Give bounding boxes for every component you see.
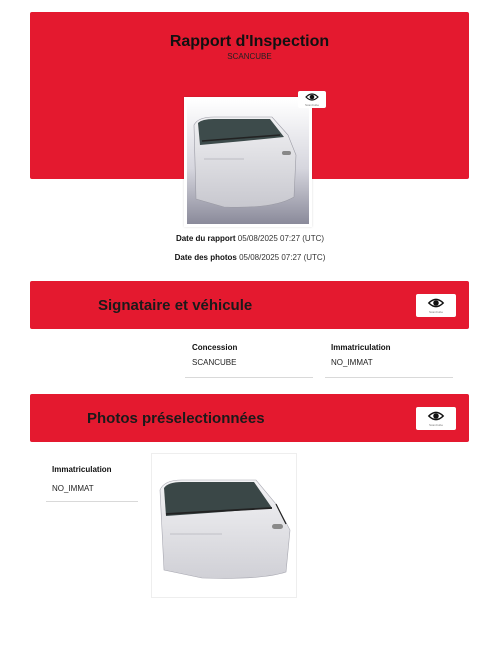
hero-door-photo bbox=[184, 97, 312, 227]
photos-date-label: Date des photos bbox=[174, 253, 237, 262]
photos-date-value: 05/08/2025 07:27 (UTC) bbox=[239, 253, 326, 262]
report-title: Rapport d'Inspection bbox=[169, 33, 330, 50]
photos-date-line bbox=[0, 253, 500, 262]
concession-divider bbox=[185, 377, 313, 378]
report-subtitle: SCANCUBE bbox=[227, 52, 272, 61]
scancube-eye-icon bbox=[305, 92, 319, 102]
section-signataire-banner bbox=[30, 281, 469, 329]
car-door-image bbox=[152, 454, 296, 597]
section-photos-logo bbox=[416, 407, 456, 430]
section-photos-title: Photos préselectionnées bbox=[87, 410, 265, 427]
report-date-label: Date du rapport bbox=[175, 234, 236, 243]
section-signataire-title: Signataire et véhicule bbox=[98, 297, 253, 314]
immatriculation-value: NO_IMMAT bbox=[331, 358, 373, 367]
section-photos-banner bbox=[30, 394, 469, 442]
logo-caption: ScanCube bbox=[428, 310, 443, 314]
scancube-eye-icon bbox=[427, 410, 445, 422]
car-door-image bbox=[184, 97, 312, 227]
photos-immatriculation-value: NO_IMMAT bbox=[52, 484, 94, 493]
immatriculation-divider bbox=[325, 377, 453, 378]
scancube-eye-icon bbox=[427, 297, 445, 309]
logo-caption: ScanCube bbox=[428, 423, 443, 427]
hero-scancube-logo bbox=[298, 91, 326, 108]
concession-label: Concession bbox=[192, 343, 238, 352]
logo-caption: ScanCube bbox=[304, 103, 319, 107]
immatriculation-label: Immatriculation bbox=[331, 343, 391, 352]
report-date-value: 05/08/2025 07:27 (UTC) bbox=[237, 234, 325, 243]
section-signataire-logo bbox=[416, 294, 456, 317]
photos-immatriculation-divider bbox=[46, 501, 138, 502]
preselected-door-photo[interactable] bbox=[151, 453, 297, 598]
photos-immatriculation-label: Immatriculation bbox=[52, 465, 112, 474]
concession-value: SCANCUBE bbox=[192, 358, 237, 367]
report-date-line bbox=[0, 234, 500, 243]
